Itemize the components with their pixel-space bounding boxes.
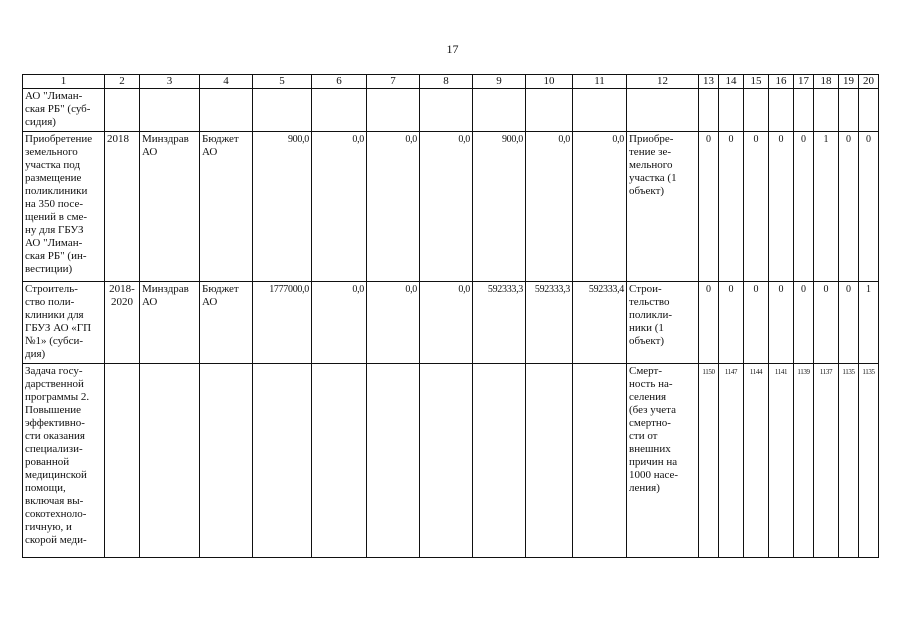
column-header: 18 [814, 75, 839, 89]
indicator-value-cell: 0 [769, 132, 794, 282]
indicator-value-cell [794, 89, 814, 132]
indicator-value-cell: 0 [814, 282, 839, 364]
column-header: 9 [473, 75, 526, 89]
column-header: 11 [573, 75, 627, 89]
column-header: 12 [627, 75, 699, 89]
indicator-value-cell: 1150 [699, 364, 719, 558]
indicator-value-cell: 1 [859, 282, 879, 364]
source-cell: Бюджет АО [200, 132, 253, 282]
period-cell [105, 364, 140, 558]
value-cell [367, 89, 420, 132]
indicator-value-cell [814, 89, 839, 132]
executor-cell [140, 89, 200, 132]
indicator-value-cell [859, 89, 879, 132]
column-header: 2 [105, 75, 140, 89]
executor-cell: Минздрав АО [140, 132, 200, 282]
column-header: 10 [526, 75, 573, 89]
indicator-value-cell: 0 [699, 132, 719, 282]
value-cell: 0,0 [573, 132, 627, 282]
value-cell: 0,0 [367, 132, 420, 282]
period-cell [105, 89, 140, 132]
indicator-value-cell: 0 [859, 132, 879, 282]
indicator-value-cell [719, 89, 744, 132]
executor-cell [140, 364, 200, 558]
value-cell: 0,0 [312, 132, 367, 282]
value-cell [312, 364, 367, 558]
event-name-cell: Приобретение земельного участка под размещение поликлиники на 350 посе- щений в сме- ну для ГБУЗ АО "Лиман- ская РБ" (ин- вестиции) [23, 132, 105, 282]
indicator-value-cell: 0 [744, 132, 769, 282]
indicator-value-cell: 0 [744, 282, 769, 364]
event-name-cell: Строитель- ство поли- клиники для ГБУЗ АО «ГП №1» (субси- дия) [23, 282, 105, 364]
value-cell [473, 364, 526, 558]
indicator-value-cell: 0 [719, 132, 744, 282]
indicator-value-cell [769, 89, 794, 132]
total-cell: 1777000,0 [253, 282, 312, 364]
value-cell: 592333,3 [526, 282, 573, 364]
indicator-value-cell: 1144 [744, 364, 769, 558]
value-cell [420, 364, 473, 558]
value-cell [573, 89, 627, 132]
value-cell: 0,0 [367, 282, 420, 364]
indicator-value-cell: 0 [794, 132, 814, 282]
column-number-row [23, 75, 879, 89]
value-cell: 592333,4 [573, 282, 627, 364]
indicator-value-cell: 1141 [769, 364, 794, 558]
indicator-value-cell: 1135 [859, 364, 879, 558]
value-cell [526, 364, 573, 558]
value-cell: 0,0 [420, 282, 473, 364]
value-cell: 592333,3 [473, 282, 526, 364]
indicator-value-cell [744, 89, 769, 132]
value-cell [312, 89, 367, 132]
indicator-value-cell: 0 [699, 282, 719, 364]
column-header: 15 [744, 75, 769, 89]
value-cell [473, 89, 526, 132]
column-header: 20 [859, 75, 879, 89]
indicator-value-cell: 0 [794, 282, 814, 364]
source-cell [200, 364, 253, 558]
table-row [23, 89, 879, 132]
column-header: 16 [769, 75, 794, 89]
value-cell: 900,0 [473, 132, 526, 282]
column-header: 7 [367, 75, 420, 89]
table-row [23, 364, 879, 558]
value-cell [526, 89, 573, 132]
indicator-name-cell [627, 89, 699, 132]
source-cell [200, 89, 253, 132]
indicator-value-cell: 1147 [719, 364, 744, 558]
value-cell: 0,0 [312, 282, 367, 364]
event-name-cell: АО "Лиман- ская РБ" (суб- сидия) [23, 89, 105, 132]
column-header: 19 [839, 75, 859, 89]
column-header: 6 [312, 75, 367, 89]
column-header: 3 [140, 75, 200, 89]
column-header: 8 [420, 75, 473, 89]
period-cell: 2018- 2020 [105, 282, 140, 364]
indicator-value-cell [839, 89, 859, 132]
executor-cell: Минздрав АО [140, 282, 200, 364]
column-header: 5 [253, 75, 312, 89]
indicator-name-cell: Смерт- ность на- селения (без учета смертно- сти от внешних причин на 1000 насе- ления) [627, 364, 699, 558]
page-number: 17 [446, 42, 459, 56]
table-row [23, 282, 879, 364]
value-cell: 0,0 [420, 132, 473, 282]
value-cell [367, 364, 420, 558]
column-header: 14 [719, 75, 744, 89]
total-cell [253, 89, 312, 132]
value-cell [420, 89, 473, 132]
indicator-value-cell: 1 [814, 132, 839, 282]
column-header: 13 [699, 75, 719, 89]
task-name-cell: Задача госу- дарственной программы 2. Повышение эффективно- сти оказания специализи- рованной медицинской помощи, включая вы- сокотехноло- гичную, и скорой меди- [23, 364, 105, 558]
indicator-value-cell: 1135 [839, 364, 859, 558]
indicator-name-cell: Приобре- тение зе- мельного участка (1 объект) [627, 132, 699, 282]
indicator-name-cell: Строи- тельство поликли- ники (1 объект) [627, 282, 699, 364]
total-cell [253, 364, 312, 558]
value-cell: 0,0 [526, 132, 573, 282]
column-header: 1 [23, 75, 105, 89]
program-table [22, 74, 879, 558]
period-cell: 2018 [105, 132, 140, 282]
column-header: 17 [794, 75, 814, 89]
value-cell [573, 364, 627, 558]
indicator-value-cell: 0 [719, 282, 744, 364]
indicator-value-cell: 0 [769, 282, 794, 364]
column-header: 4 [200, 75, 253, 89]
total-cell: 900,0 [253, 132, 312, 282]
indicator-value-cell: 1139 [794, 364, 814, 558]
table-row [23, 132, 879, 282]
source-cell: Бюджет АО [200, 282, 253, 364]
indicator-value-cell: 0 [839, 282, 859, 364]
indicator-value-cell: 0 [839, 132, 859, 282]
indicator-value-cell: 1137 [814, 364, 839, 558]
indicator-value-cell [699, 89, 719, 132]
